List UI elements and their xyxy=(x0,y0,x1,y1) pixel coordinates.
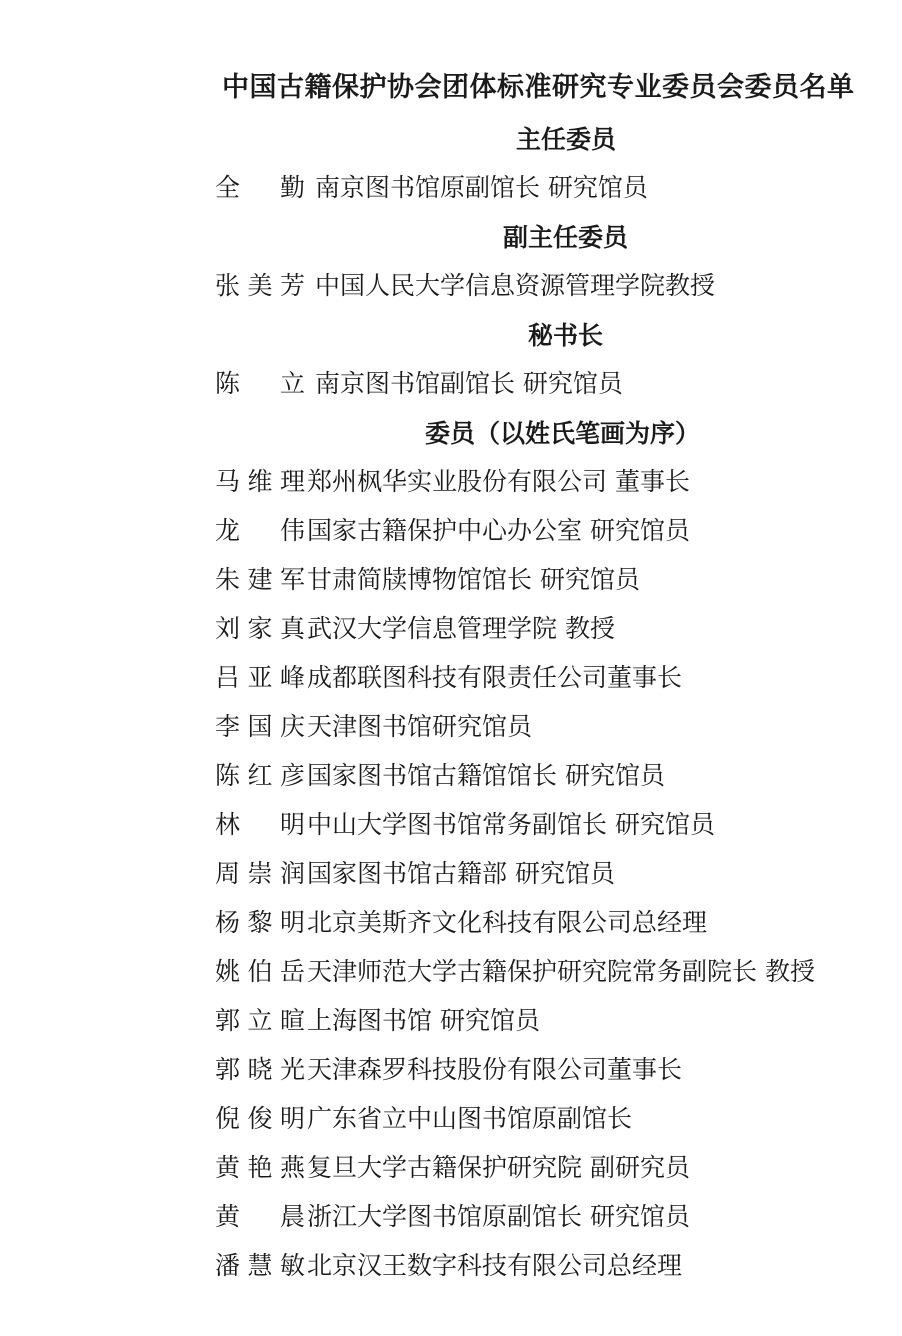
member-description: 南京图书馆原副馆长 研究馆员 xyxy=(314,173,648,202)
member-name: 郭晓光 xyxy=(215,1055,305,1084)
member-row xyxy=(215,854,615,894)
member-row xyxy=(215,462,690,502)
member-row xyxy=(215,1001,540,1041)
member-row xyxy=(215,1099,632,1139)
member-row xyxy=(215,756,665,796)
section-heading-secretary: 秘书长 xyxy=(528,321,604,350)
member-description: 上海图书馆 研究馆员 xyxy=(307,1006,540,1035)
member-name: 朱建军 xyxy=(215,565,305,594)
member-row xyxy=(215,903,707,943)
member-row xyxy=(215,707,532,747)
member-name: 陈红彦 xyxy=(215,761,305,790)
member-name: 陈 立 xyxy=(215,369,305,398)
member-row xyxy=(215,364,623,404)
member-description: 天津师范大学古籍保护研究院常务副院长 教授 xyxy=(307,957,815,986)
member-name: 刘家真 xyxy=(215,614,305,643)
member-description: 国家图书馆古籍部 研究馆员 xyxy=(307,859,615,888)
member-description: 中山大学图书馆常务副馆长 研究馆员 xyxy=(307,810,715,839)
member-name: 黄艳燕 xyxy=(215,1153,305,1182)
section-heading-director: 主任委员 xyxy=(516,125,617,154)
member-row xyxy=(215,168,648,208)
member-description: 国家图书馆古籍馆馆长 研究馆员 xyxy=(307,761,665,790)
member-description: 国家古籍保护中心办公室 研究馆员 xyxy=(307,516,690,545)
member-description: 成都联图科技有限责任公司董事长 xyxy=(307,663,683,692)
member-row xyxy=(215,1197,690,1237)
member-row xyxy=(215,805,715,845)
document-title: 中国古籍保护协会团体标准研究专业委员会委员名单 xyxy=(222,72,855,103)
member-row xyxy=(215,266,715,306)
member-name: 姚伯岳 xyxy=(215,957,305,986)
member-description: 甘肃简牍博物馆馆长 研究馆员 xyxy=(307,565,640,594)
section-heading-committee: 委员（以姓氏笔画为序） xyxy=(425,419,701,448)
member-description: 郑州枫华实业股份有限公司 董事长 xyxy=(307,467,690,496)
member-description: 北京汉王数字科技有限公司总经理 xyxy=(307,1251,683,1280)
section-heading-deputy: 副主任委员 xyxy=(503,223,629,252)
member-name: 吕亚峰 xyxy=(215,663,305,692)
member-row xyxy=(215,1246,682,1286)
member-row xyxy=(215,511,690,551)
member-row xyxy=(215,952,815,992)
member-row xyxy=(215,1050,682,1090)
member-description: 天津森罗科技股份有限公司董事长 xyxy=(307,1055,683,1084)
member-description: 北京美斯齐文化科技有限公司总经理 xyxy=(307,908,708,937)
member-name: 潘慧敏 xyxy=(215,1251,305,1280)
member-description: 天津图书馆研究馆员 xyxy=(307,712,533,741)
member-row xyxy=(215,609,615,649)
member-name: 林 明 xyxy=(215,810,305,839)
member-name: 杨黎明 xyxy=(215,908,305,937)
member-row xyxy=(215,1148,690,1188)
member-name: 龙 伟 xyxy=(215,516,305,545)
member-description: 南京图书馆副馆长 研究馆员 xyxy=(314,369,623,398)
member-name: 张美芳 xyxy=(215,271,305,300)
member-name: 马维理 xyxy=(215,467,305,496)
member-description: 广东省立中山图书馆原副馆长 xyxy=(307,1104,633,1133)
member-description: 中国人民大学信息资源管理学院教授 xyxy=(314,271,715,300)
member-description: 复旦大学古籍保护研究院 副研究员 xyxy=(307,1153,690,1182)
member-name: 全 勤 xyxy=(215,173,305,202)
member-row xyxy=(215,560,640,600)
member-name: 周崇润 xyxy=(215,859,305,888)
member-row xyxy=(215,658,682,698)
member-name: 黄 晨 xyxy=(215,1202,305,1231)
member-name: 郭立暄 xyxy=(215,1006,305,1035)
member-name: 李国庆 xyxy=(215,712,305,741)
member-description: 武汉大学信息管理学院 教授 xyxy=(307,614,615,643)
member-description: 浙江大学图书馆原副馆长 研究馆员 xyxy=(307,1202,690,1231)
member-name: 倪俊明 xyxy=(215,1104,305,1133)
